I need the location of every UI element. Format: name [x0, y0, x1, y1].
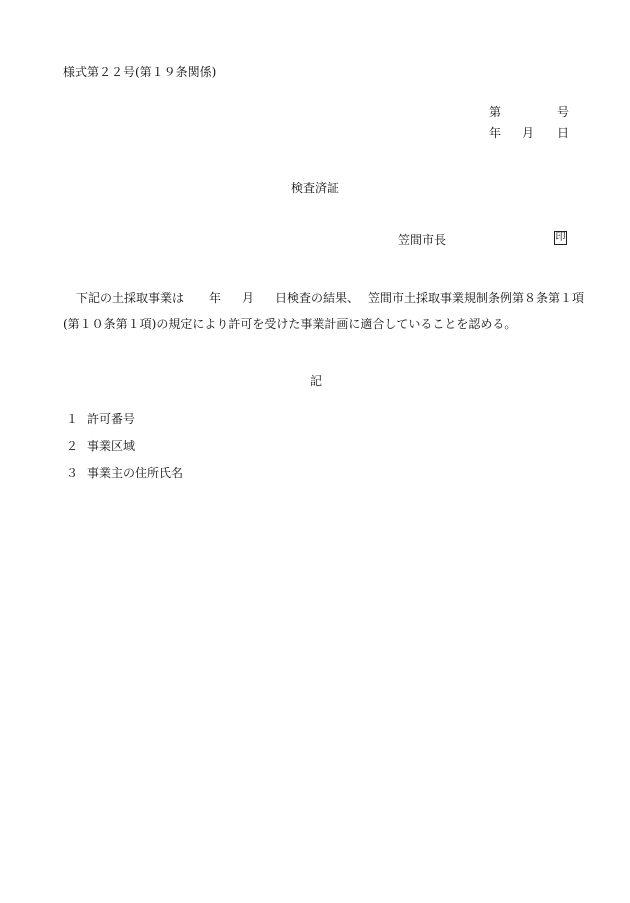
body-text-month: 月 — [242, 291, 255, 305]
number-prefix: 第 — [489, 105, 502, 119]
body-line-2: (第１０条第１項)の規定により許可を受けた事業計画に適合していることを認める。 — [63, 317, 517, 331]
ki-heading: 記 — [310, 374, 323, 388]
date-year: 年 — [489, 126, 502, 140]
item-number: １ — [66, 412, 79, 426]
body-text-ordinance: 笠間市土採取事業規制条例第８条第１項 — [368, 291, 585, 305]
item-number: ２ — [66, 439, 79, 453]
item-label: 許可番号 — [87, 412, 136, 426]
form-label: 様式第２２号(第１９条関係) — [63, 65, 217, 79]
date-day: 日 — [557, 126, 570, 140]
body-text-intro: 下記の土採取事業は — [76, 291, 185, 305]
number-suffix: 号 — [557, 105, 570, 119]
body-text-day: 日検査の結果、 — [275, 291, 360, 305]
document-title: 検査済証 — [291, 181, 340, 195]
seal-box: 印 — [555, 232, 566, 243]
item-label: 事業区域 — [87, 439, 136, 453]
issuer-name: 笠間市長 — [398, 233, 447, 247]
body-text-year: 年 — [209, 291, 222, 305]
date-month: 月 — [522, 126, 535, 140]
item-number: ３ — [66, 466, 79, 480]
item-label: 事業主の住所氏名 — [87, 466, 184, 480]
